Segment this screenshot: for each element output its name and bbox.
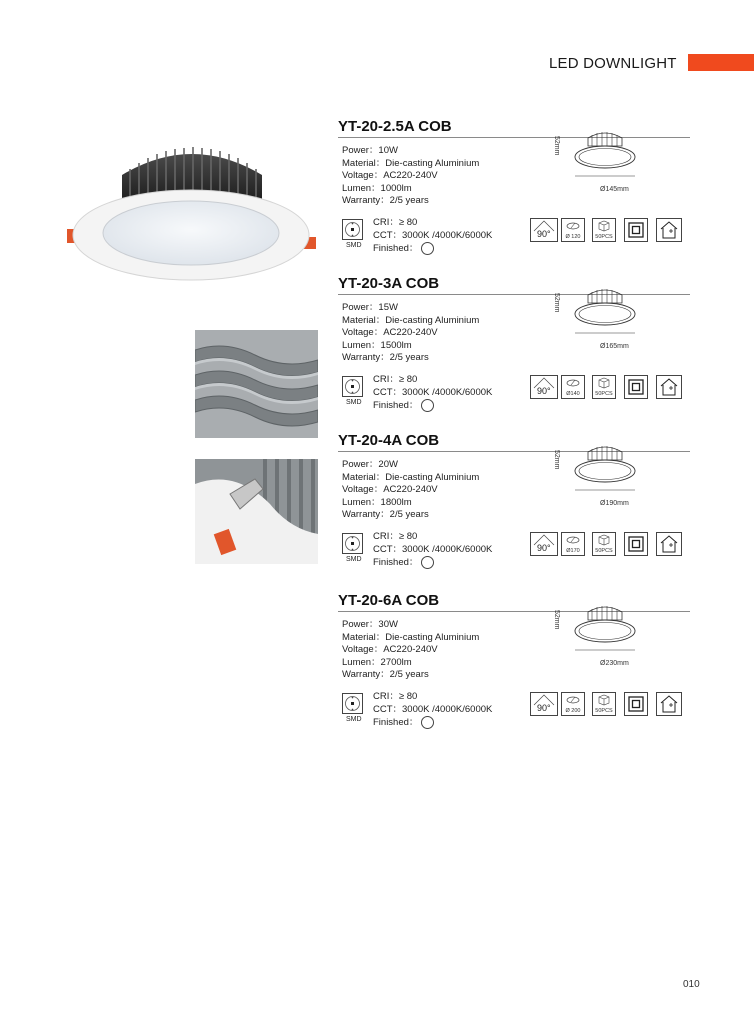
product-model: YT-20-3A COB	[338, 275, 440, 292]
spec-material: Material：Die-casting Aluminium	[342, 631, 480, 643]
page-number: 010	[683, 979, 700, 990]
spec-cri: CRI：≥ 80	[373, 531, 418, 542]
package-quantity: 50PCS	[595, 391, 613, 397]
spec-material: Material：Die-casting Aluminium	[342, 157, 480, 169]
indoor-use-icon	[656, 532, 682, 556]
diameter-dimension: Ø145mm	[600, 186, 629, 193]
spec-voltage: Voltage：AC220-240V	[342, 644, 438, 656]
double-insulation-icon	[624, 692, 648, 716]
spec-finished-label: Finished：	[373, 557, 419, 569]
spec-cct: CCT：3000K /4000K/6000K	[373, 229, 493, 241]
smd-label: SMD	[346, 242, 362, 249]
spec-list	[342, 619, 479, 682]
spec-list	[342, 145, 479, 208]
product-model: YT-20-2.5A COB	[338, 118, 452, 135]
height-dimension: 52mm	[553, 610, 560, 630]
cutout-value: Ø170	[566, 548, 580, 554]
spec-power: Power：10W	[342, 145, 398, 156]
spec-cct: CCT：3000K /4000K/6000K	[373, 703, 493, 715]
finish-color-swatch	[421, 242, 434, 255]
spec-list-2	[373, 531, 492, 570]
page-title: LED DOWNLIGHT	[549, 55, 677, 72]
spec-finished	[373, 242, 492, 256]
beam-angle-value: 90°	[537, 703, 551, 713]
diameter-dimension: Ø190mm	[600, 500, 629, 507]
smd-chip-icon	[342, 219, 363, 240]
beam-angle-icon	[530, 532, 558, 556]
indoor-use-icon	[656, 375, 682, 399]
spec-voltage: Voltage：AC220-240V	[342, 484, 438, 496]
double-insulation-icon	[624, 375, 648, 399]
cutout-icon	[561, 532, 585, 556]
diameter-dimension: Ø165mm	[600, 343, 629, 350]
spec-finished	[373, 716, 492, 730]
product-model: YT-20-6A COB	[338, 592, 440, 609]
cutout-icon	[561, 375, 585, 399]
spec-list-2	[373, 217, 492, 256]
cutout-value: Ø 120	[565, 234, 581, 240]
spring-clip-detail-photo	[195, 459, 318, 564]
spec-cct: CCT：3000K /4000K/6000K	[373, 543, 493, 555]
smd-label: SMD	[346, 399, 362, 406]
indoor-use-icon	[656, 692, 682, 716]
cutout-icon	[561, 692, 585, 716]
product-photo-downlight	[64, 135, 318, 285]
package-icon	[592, 692, 616, 716]
spec-finished-label: Finished：	[373, 243, 419, 255]
double-insulation-icon	[624, 532, 648, 556]
header-accent-bar	[688, 54, 754, 71]
spec-list-2	[373, 691, 492, 730]
product-section-3	[338, 432, 690, 569]
spec-material: Material：Die-casting Aluminium	[342, 314, 480, 326]
spec-cct: CCT：3000K /4000K/6000K	[373, 386, 493, 398]
beam-angle-icon	[530, 692, 558, 716]
finish-color-swatch	[421, 556, 434, 569]
smd-chip-icon	[342, 376, 363, 397]
heatsink-detail-photo	[195, 330, 318, 438]
smd-label: SMD	[346, 716, 362, 723]
spec-voltage: Voltage：AC220-240V	[342, 327, 438, 339]
spec-list-2	[373, 374, 492, 413]
cutout-icon	[561, 218, 585, 242]
height-dimension: 52mm	[553, 450, 560, 470]
feature-icons	[530, 532, 690, 558]
spec-cri: CRI：≥ 80	[373, 217, 418, 228]
spec-voltage: Voltage：AC220-240V	[342, 170, 438, 182]
spec-cri: CRI：≥ 80	[373, 374, 418, 385]
spec-lumen: Lumen：1800lm	[342, 496, 412, 508]
cutout-value: Ø140	[566, 391, 580, 397]
product-model: YT-20-4A COB	[338, 432, 440, 449]
indoor-use-icon	[656, 218, 682, 242]
beam-angle-value: 90°	[537, 229, 551, 239]
product-section-1	[338, 118, 690, 255]
package-quantity: 50PCS	[595, 708, 613, 714]
feature-icons	[530, 375, 690, 401]
spec-power: Power：20W	[342, 459, 398, 470]
spec-power: Power：15W	[342, 302, 398, 313]
spec-power: Power：30W	[342, 619, 398, 630]
package-quantity: 50PCS	[595, 548, 613, 554]
height-dimension: 52mm	[553, 136, 560, 156]
spec-list	[342, 459, 479, 522]
spec-material: Material：Die-casting Aluminium	[342, 471, 480, 483]
package-icon	[592, 375, 616, 399]
finish-color-swatch	[421, 716, 434, 729]
feature-icons	[530, 218, 690, 244]
height-dimension: 52mm	[553, 293, 560, 313]
finish-color-swatch	[421, 399, 434, 412]
beam-angle-value: 90°	[537, 386, 551, 396]
feature-icons	[530, 692, 690, 718]
spec-finished	[373, 399, 492, 413]
spec-cri: CRI：≥ 80	[373, 691, 418, 702]
smd-chip-icon	[342, 533, 363, 554]
spec-lumen: Lumen：2700lm	[342, 656, 412, 668]
spec-list	[342, 302, 479, 365]
spec-finished	[373, 556, 492, 570]
package-quantity: 50PCS	[595, 234, 613, 240]
beam-angle-value: 90°	[537, 543, 551, 553]
product-section-4	[338, 592, 690, 729]
package-icon	[592, 218, 616, 242]
double-insulation-icon	[624, 218, 648, 242]
spec-warranty: Warranty：2/5 years	[342, 352, 429, 364]
product-section-2	[338, 275, 690, 412]
spec-lumen: Lumen：1000lm	[342, 182, 412, 194]
beam-angle-icon	[530, 218, 558, 242]
smd-chip-icon	[342, 693, 363, 714]
spec-warranty: Warranty：2/5 years	[342, 195, 429, 207]
spec-finished-label: Finished：	[373, 717, 419, 729]
package-icon	[592, 532, 616, 556]
diameter-dimension: Ø230mm	[600, 660, 629, 667]
spec-warranty: Warranty：2/5 years	[342, 509, 429, 521]
spec-lumen: Lumen：1500lm	[342, 339, 412, 351]
spec-finished-label: Finished：	[373, 400, 419, 412]
smd-label: SMD	[346, 556, 362, 563]
spec-warranty: Warranty：2/5 years	[342, 669, 429, 681]
beam-angle-icon	[530, 375, 558, 399]
cutout-value: Ø 200	[565, 708, 581, 714]
